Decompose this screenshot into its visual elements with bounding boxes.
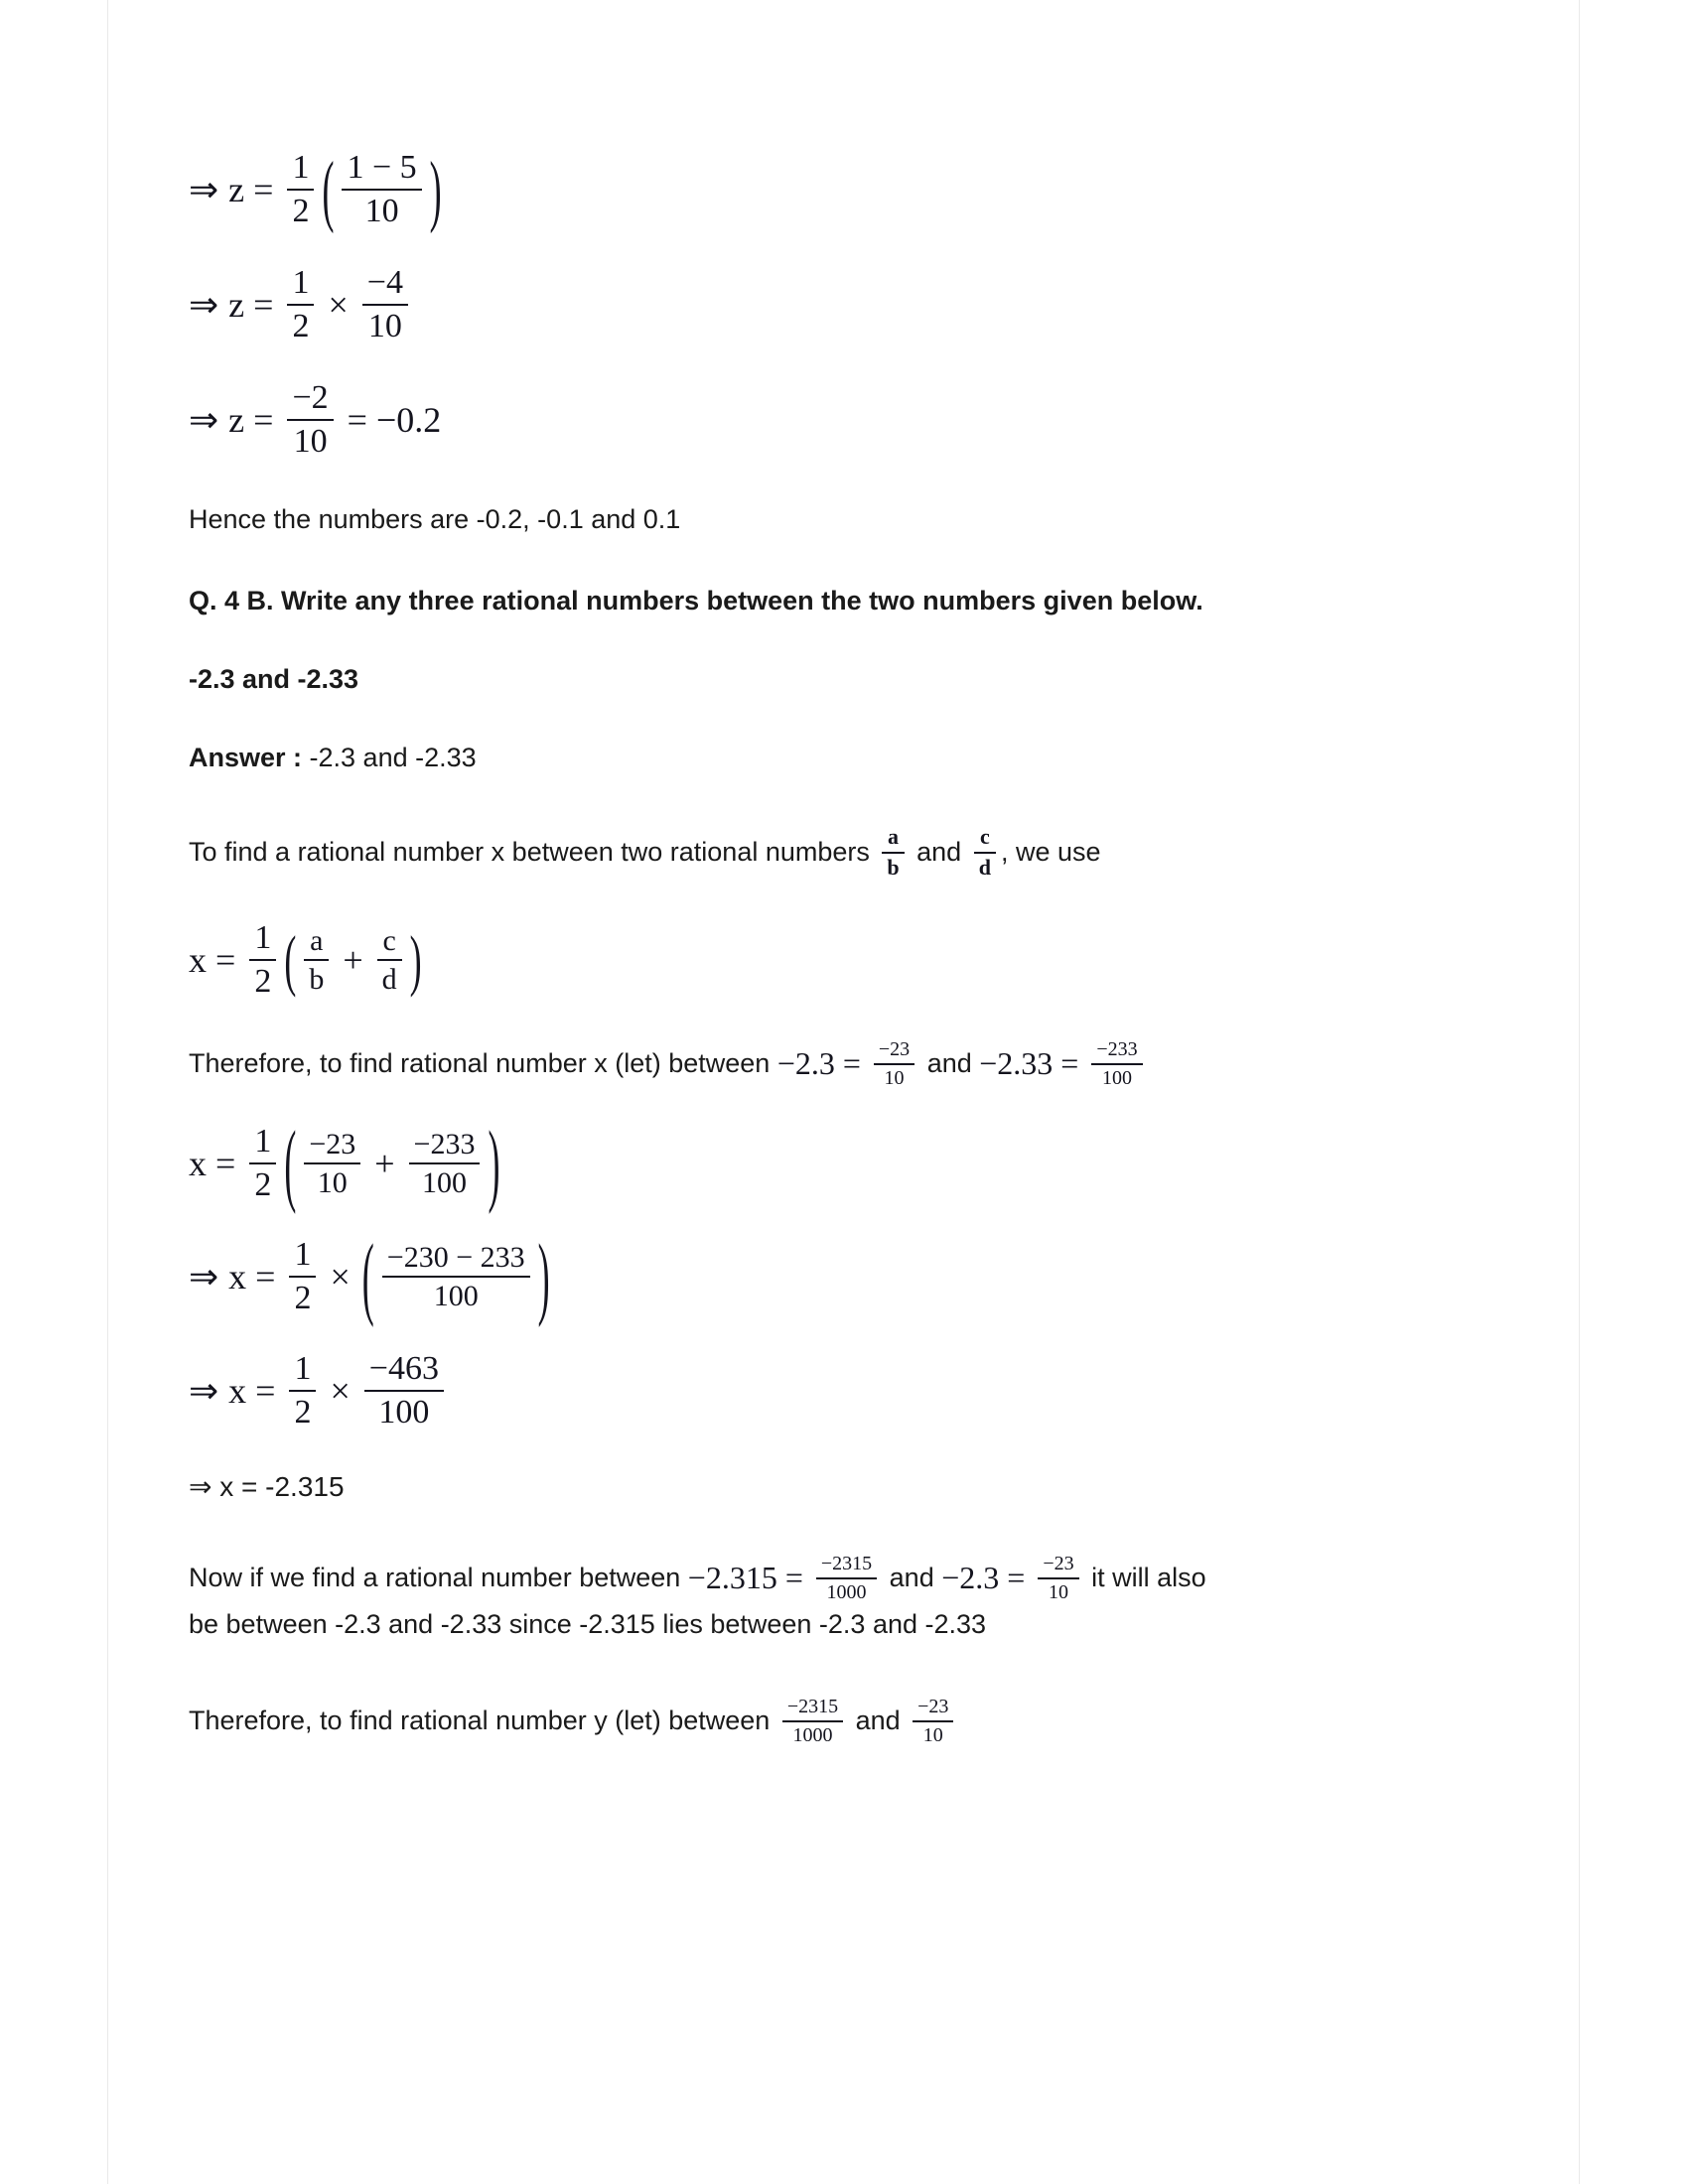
variable-z: z [228,285,245,326]
plus-sign: + [374,1144,395,1184]
value-minus-2-33: −2.33 [979,1045,1054,1082]
fraction-a-over-b [304,924,329,997]
fraction-one-half [289,1236,316,1317]
page-content [189,145,1519,1746]
fraction-denominator: 100 [433,1280,479,1313]
to-find-x-pre-text: To find a rational number x between two rational numbers [189,837,878,868]
fraction-denominator: 2 [294,1393,312,1431]
fraction-numerator: 1 − 5 [347,149,417,186]
fraction-c-over-d [377,924,402,997]
value-minus-2-3: −2.3 [941,1560,1000,1596]
fraction-neg2315-over-1000 [782,1696,843,1746]
math-expression [189,379,441,461]
question-heading-text: Q. 4 B. Write any three rational numbers between the two numbers given below. [189,585,1203,615]
fraction-one-half [289,1350,316,1432]
therefore-y-paragraph [189,1696,1519,1746]
fraction-one-half [287,149,314,230]
fraction-a-over-b [882,825,904,880]
answer-line [189,739,1519,777]
fraction-bar [342,189,421,191]
fraction-one-half [287,264,314,345]
fraction-numerator: a [310,923,324,957]
inline-equality-minus-2-315 [688,1553,882,1603]
fraction-numerator: −463 [368,1349,439,1387]
fraction-numerator: −2315 [820,1553,873,1575]
fraction-numerator: −23 [1043,1553,1074,1575]
now-if-line-1 [189,1553,1519,1603]
fraction-denominator: 10 [884,1066,905,1089]
math-expression [189,145,445,235]
fraction-denominator: d [978,854,991,880]
math-expression [189,1112,502,1216]
fraction-denominator: 10 [367,308,402,345]
equals-sign: = [253,285,274,326]
fraction-neg233-over-100 [409,1128,481,1200]
equals-sign: = [1007,1560,1026,1596]
equals-sign: = [253,400,274,441]
fraction-denominator: 100 [422,1166,467,1200]
equation-formula-x [189,919,1519,1001]
question-heading [189,582,1519,620]
fraction-bar [287,304,314,306]
fraction-bar [289,1276,316,1278]
to-find-x-mid-text: and [909,837,969,868]
question-values [189,660,1519,699]
fraction-denominator: 10 [317,1166,348,1200]
multiplication-sign: × [328,285,349,326]
equals-sign: = [215,940,236,981]
math-expression [189,1225,553,1329]
math-expression [189,1350,449,1432]
to-find-x-paragraph [189,825,1519,880]
fraction-numerator: −23 [917,1696,949,1718]
fraction-bar [377,959,402,961]
fraction-numerator: a [888,824,900,850]
fraction-bar [409,1162,481,1164]
equation-z-step-1 [189,145,1519,235]
fraction-bar [782,1720,843,1722]
fraction-denominator: 2 [292,193,310,230]
fraction-denominator: 1000 [792,1723,833,1746]
multiplication-sign: × [330,1370,351,1411]
inline-fraction-neg2315-over-1000 [777,1696,848,1746]
fraction-denominator: 10 [922,1723,943,1746]
fraction-numerator: −4 [366,264,403,302]
fraction-neg2315-over-1000 [816,1553,877,1603]
fraction-denominator: b [309,963,325,997]
close-paren: ) [409,922,422,999]
answer-label: Answer : [189,742,303,772]
fraction-denominator: 10 [364,193,399,230]
value-minus-2-315: −2.315 [687,1560,777,1596]
fraction-denominator: 10 [293,423,328,461]
answer-value: -2.3 and -2.33 [302,742,477,772]
therefore-x-paragraph [189,1038,1519,1089]
variable-x: x [189,940,207,981]
fraction-numerator: c [382,923,396,957]
inline-equality-minus-2-33 [979,1038,1147,1089]
fraction-bar [382,1276,530,1278]
fraction-denominator: 2 [294,1280,312,1317]
fraction-denominator: b [887,854,900,880]
open-paren: ( [361,1225,374,1329]
fraction-denominator: d [381,963,397,997]
now-if-paragraph [189,1553,1519,1644]
variable-x: x [189,1144,207,1184]
math-expression [189,919,425,1001]
fraction-bar [362,304,408,306]
variable-x: x [228,1370,247,1411]
therefore-y-mid-text: and [848,1706,909,1736]
fraction-one-half [249,919,276,1001]
fraction-bar [249,959,276,961]
hence-numbers-text: Hence the numbers are -0.2, -0.1 and 0.1 [189,504,681,535]
result-value: −0.2 [375,400,442,441]
fraction-denominator: 100 [378,1393,430,1431]
plus-sign: + [343,940,363,981]
fraction-numerator: 1 [294,1236,312,1274]
equation-x-result [189,1467,1519,1508]
fraction-bar [304,1162,360,1164]
therefore-x-pre-text: Therefore, to find rational number x (let) between [189,1048,777,1079]
fraction-neg23-over-10 [913,1696,953,1746]
open-paren: ( [284,1112,297,1216]
equation-x-step-1 [189,1112,1519,1216]
fraction-denominator: 2 [292,308,310,345]
close-paren: ) [488,1112,500,1216]
now-if-pre-text: Now if we find a rational number between [189,1563,688,1593]
fraction-c-over-d [974,825,996,880]
fraction-neg23-over-10 [1038,1553,1078,1603]
fraction-numerator: 1 [254,919,272,957]
equals-sign-2: = [347,400,367,441]
equals-sign: = [255,1257,276,1297]
inline-fraction-a-over-b [877,825,909,880]
variable-z: z [228,400,245,441]
fraction-bar [289,1390,316,1392]
equals-sign: = [1060,1045,1079,1082]
fraction-bar [287,419,333,421]
now-if-mid-text: and [882,1563,942,1593]
fraction-neg230-minus-233-over-100 [382,1241,530,1313]
therefore-y-pre-text: Therefore, to find rational number y (let) between [189,1706,777,1736]
question-values-text: -2.3 and -2.33 [189,663,359,694]
inline-fraction-c-over-d [969,825,1001,880]
fraction-denominator: 1000 [826,1580,867,1603]
close-paren: ) [537,1225,550,1329]
fraction-bar [913,1720,953,1722]
variable-x: x [228,1257,247,1297]
fraction-numerator: −2 [292,379,329,417]
variable-z: z [228,170,245,210]
inline-equality-minus-2-3 [777,1038,919,1089]
equation-z-step-3 [189,379,1519,461]
fraction-denominator: 2 [254,963,272,1001]
value-minus-2-3: −2.3 [776,1045,835,1082]
fraction-denominator: 10 [1048,1580,1068,1603]
fraction-bar [249,1162,276,1164]
page-right-edge [1579,0,1580,2184]
close-paren: ) [429,145,442,235]
fraction-numerator: 1 [292,264,310,302]
page-left-edge [107,0,108,2184]
equation-z-step-2 [189,264,1519,345]
fraction-numerator: −23 [878,1038,911,1061]
open-paren: ( [284,922,297,999]
fraction-denominator: 2 [254,1166,272,1204]
fraction-neg-two-over-ten [287,379,333,461]
equation-x-step-3 [189,1350,1519,1432]
fraction-neg23-over-10 [874,1038,914,1089]
fraction-bar [304,959,329,961]
fraction-numerator: 1 [294,1349,312,1387]
now-if-line-2 [189,1605,1519,1644]
fraction-bar [882,852,904,854]
fraction-numerator: −233 [1096,1038,1138,1061]
fraction-bar [364,1390,444,1392]
therefore-x-mid-text: and [919,1048,980,1079]
fraction-bar [287,189,314,191]
fraction-one-half [249,1123,276,1204]
fraction-numerator: −230 − 233 [386,1240,525,1274]
hence-numbers-paragraph [189,500,1519,539]
now-if-post-text: it will also [1083,1563,1206,1593]
fraction-neg23-over-10 [304,1128,360,1200]
equals-sign: = [784,1560,803,1596]
fraction-neg463-over-100 [364,1350,444,1432]
equals-sign: = [215,1144,236,1184]
implies-arrow-icon: ⇒ [189,1257,219,1297]
inline-equality-minus-2-3-b [941,1553,1083,1603]
implies-arrow-icon: ⇒ [189,170,219,210]
fraction-numerator: −2315 [786,1696,839,1718]
fraction-bar [874,1063,914,1065]
fraction-one-minus-five-over-ten [342,149,421,230]
multiplication-sign: × [330,1257,351,1297]
fraction-neg233-over-100 [1091,1038,1142,1089]
fraction-bar [974,852,996,854]
open-paren: ( [322,145,335,235]
equation-x-step-2 [189,1225,1519,1329]
fraction-neg-four-over-ten [362,264,408,345]
fraction-numerator: 1 [292,149,310,186]
implies-arrow-icon: ⇒ [189,285,219,326]
implies-arrow-icon: ⇒ [189,1370,219,1411]
fraction-numerator: c [979,824,990,850]
x-result-text: ⇒ x = -2.315 [189,1470,345,1502]
equals-sign: = [255,1370,276,1411]
equals-sign: = [842,1045,861,1082]
now-if-line2-text: be between -2.3 and -2.33 since -2.315 lies between -2.3 and -2.33 [189,1609,987,1640]
fraction-numerator: 1 [254,1123,272,1160]
implies-arrow-icon: ⇒ [189,400,219,441]
to-find-x-post-text: , we use [1000,837,1101,868]
fraction-denominator: 100 [1101,1066,1132,1089]
math-expression [189,264,413,345]
fraction-bar [816,1577,877,1579]
fraction-bar [1091,1063,1142,1065]
fraction-numerator: −233 [413,1127,476,1160]
fraction-numerator: −23 [309,1127,356,1160]
fraction-bar [1038,1577,1078,1579]
equals-sign: = [253,170,274,210]
inline-fraction-neg23-over-10 [908,1696,958,1746]
